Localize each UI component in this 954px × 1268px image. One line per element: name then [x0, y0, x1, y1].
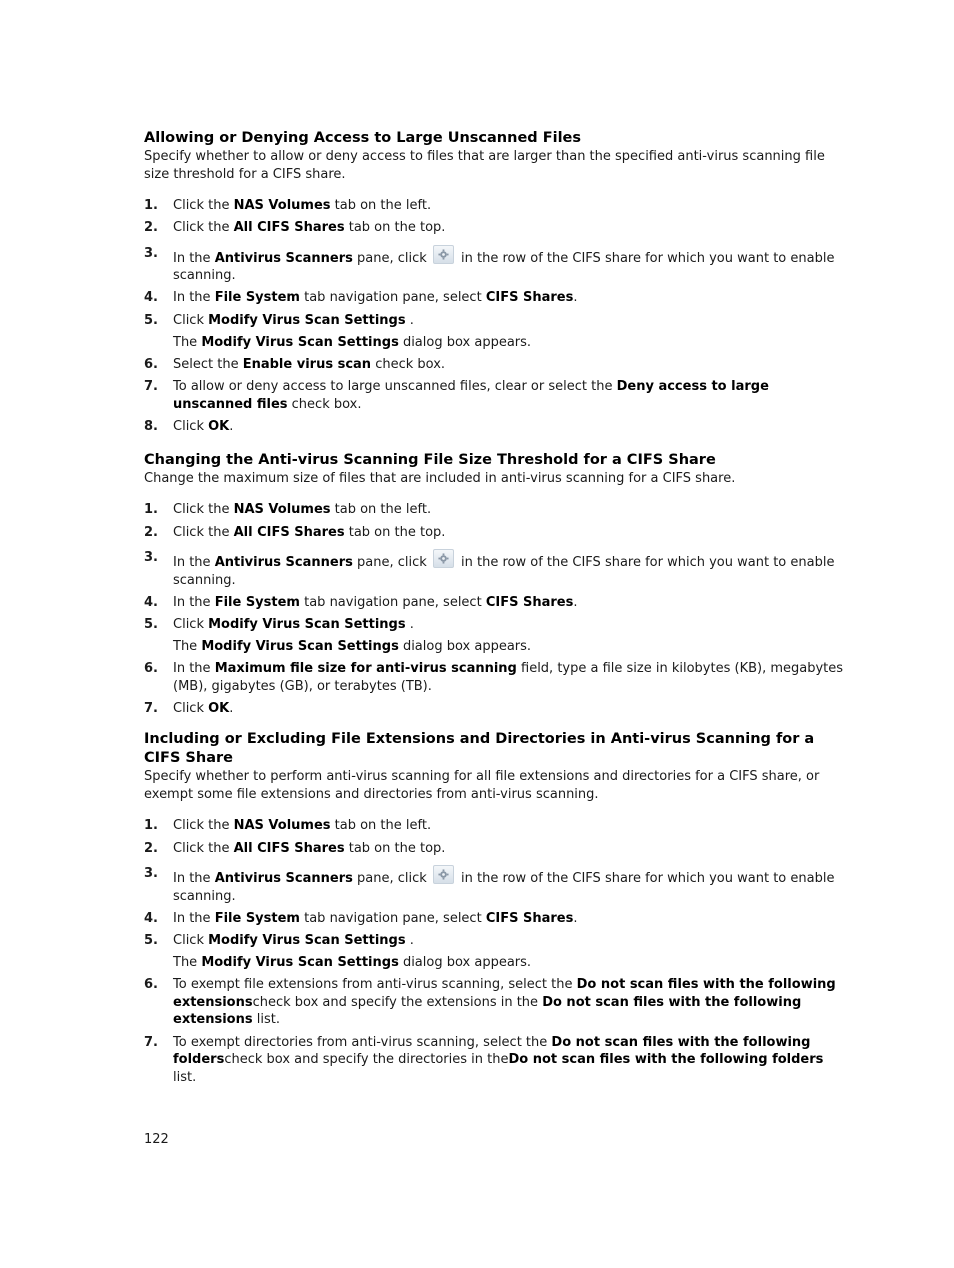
bold-term: OK	[208, 700, 230, 716]
bold-term: Antivirus Scanners	[214, 555, 353, 570]
text-run: Click the	[173, 198, 234, 213]
bold-term: File System	[214, 910, 300, 926]
text-run: In the	[173, 910, 215, 926]
text-run: list.	[252, 1012, 280, 1028]
text-run: dialog box appears.	[398, 955, 532, 971]
list-item	[144, 594, 844, 612]
text-run: dialog box appears.	[398, 334, 532, 350]
bold-term: OK	[208, 418, 230, 434]
bold-term: Modify Virus Scan Settings	[201, 639, 399, 655]
text-run: tab on the left.	[330, 502, 432, 518]
text-run: in the row of the CIFS share for which you want to enable scanning.	[173, 555, 835, 588]
text-run: Select the	[173, 356, 243, 372]
section-heading: Allowing or Denying Access to Large Unscanned Files	[144, 130, 582, 146]
text-run: Click	[173, 418, 209, 434]
text-run: Click the	[173, 220, 234, 236]
text-run: Click	[173, 933, 209, 948]
bold-term: Modify Virus Scan Settings	[201, 334, 399, 350]
text-run: Click the	[173, 502, 234, 518]
bold-term: Modify Virus Scan Settings	[208, 933, 406, 948]
list-item	[144, 865, 844, 905]
section-intro: Change the maximum size of files that are included in anti-virus scanning for a CIFS share.	[144, 471, 736, 487]
text-run: .	[405, 616, 414, 632]
bold-term: NAS Volumes	[233, 502, 331, 518]
step-number: 4.	[144, 910, 158, 926]
text-run: In the	[173, 871, 215, 887]
text-run: .	[573, 910, 578, 926]
list-item	[144, 840, 844, 858]
step-number: 2.	[144, 524, 158, 540]
text-run: tab on the left.	[330, 198, 432, 213]
bold-term: All CIFS Shares	[233, 220, 345, 236]
document-body	[144, 129, 844, 1091]
page-number: 122	[144, 1132, 169, 1147]
text-run: check box.	[287, 396, 362, 412]
bold-term: CIFS Shares	[485, 594, 574, 610]
step-number: 4.	[144, 290, 158, 306]
bold-term: Modify Virus Scan Settings	[208, 616, 406, 632]
text-run: In the	[173, 555, 215, 570]
step-number: 6.	[144, 661, 158, 677]
text-run: In the	[173, 661, 215, 677]
text-run: The	[173, 639, 202, 655]
bold-term: CIFS Shares	[485, 910, 574, 926]
step-number: 4.	[144, 594, 158, 610]
list-item	[144, 245, 844, 285]
list-item	[144, 501, 844, 519]
list-item	[144, 378, 844, 413]
text-run: Click	[173, 700, 209, 716]
list-item	[144, 219, 844, 237]
step-number: 3.	[144, 550, 158, 565]
text-run: .	[573, 290, 578, 306]
settings-gear-icon	[433, 245, 454, 264]
bold-term: Modify Virus Scan Settings	[201, 955, 399, 971]
step-number: 6.	[144, 356, 158, 372]
bold-term: Modify Virus Scan Settings	[208, 312, 406, 328]
text-run: Click the	[173, 840, 234, 856]
bold-term: All CIFS Shares	[233, 524, 345, 540]
list-item	[144, 910, 844, 928]
text-run: Click the	[173, 818, 234, 834]
step-number: 6.	[144, 977, 158, 993]
procedure-section	[144, 451, 844, 717]
step-result-note	[144, 334, 844, 352]
list-item	[144, 1034, 844, 1087]
bold-term: Do not scan files with the following extensions	[173, 994, 802, 1028]
section-intro: Specify whether to perform anti-virus scanning for all file extensions and directories for a CIFS share, or exempt some file extensions and directories from anti-virus scanning.	[144, 769, 820, 803]
text-run: list.	[173, 1069, 197, 1085]
text-run: tab navigation pane, select	[299, 594, 486, 610]
step-number: 3.	[144, 245, 158, 261]
list-item	[144, 700, 844, 718]
list-item	[144, 524, 844, 542]
step-number: 7.	[144, 379, 158, 395]
text-run: tab on the left.	[330, 818, 432, 834]
text-run: tab navigation pane, select	[299, 910, 486, 926]
text-run: .	[405, 312, 414, 328]
bold-term: Do not scan files with the following extensions	[173, 977, 836, 1010]
list-item	[144, 289, 844, 307]
bold-term: File System	[214, 290, 300, 306]
list-item	[144, 932, 844, 950]
text-run: tab on the top.	[344, 220, 446, 236]
text-run: To allow or deny access to large unscanned files, clear or select the	[173, 379, 617, 395]
step-list	[144, 501, 844, 717]
step-number: 2.	[144, 840, 158, 856]
step-number: 5.	[144, 616, 158, 632]
settings-gear-icon	[433, 549, 454, 568]
text-run: tab on the top.	[344, 524, 446, 540]
bold-term: Do not scan files with the following folders	[508, 1052, 824, 1068]
step-number: 8.	[144, 418, 158, 434]
list-item	[144, 616, 844, 634]
bold-term: Deny access to large unscanned files	[173, 379, 769, 412]
list-item	[144, 356, 844, 374]
text-run: check box.	[371, 356, 446, 372]
section-heading: Changing the Anti-virus Scanning File Size Threshold for a CIFS Share	[144, 452, 716, 469]
text-run: check box and specify the directories in the	[224, 1052, 509, 1068]
bold-term: Maximum file size for anti-virus scanning	[214, 661, 517, 677]
step-result-note	[144, 638, 844, 656]
bold-term: File System	[214, 594, 300, 610]
bold-term: NAS Volumes	[233, 818, 331, 834]
bold-term: NAS Volumes	[233, 198, 331, 213]
procedure-section	[144, 129, 844, 435]
list-item	[144, 660, 844, 695]
text-run: pane, click	[352, 871, 431, 887]
step-list	[144, 817, 844, 1086]
step-number: 7.	[144, 700, 158, 716]
text-run: tab on the top.	[344, 840, 446, 856]
step-number: 7.	[144, 1034, 158, 1050]
step-number: 1.	[144, 818, 158, 834]
list-item	[144, 418, 844, 436]
text-run: Click the	[173, 524, 234, 540]
text-run: In the	[173, 594, 215, 610]
step-number: 2.	[144, 220, 158, 236]
text-run: .	[573, 594, 578, 610]
text-run: field, type a file size in kilobytes (KB), megabytes (MB), gigabytes (GB), or terabytes (TB).	[173, 661, 844, 694]
step-result-note	[144, 954, 844, 972]
text-run: .	[229, 418, 234, 434]
step-number: 3.	[144, 866, 158, 882]
bold-term: Antivirus Scanners	[214, 871, 353, 887]
text-run: Click	[173, 616, 209, 632]
bold-term: Antivirus Scanners	[214, 250, 353, 266]
text-run: .	[405, 933, 414, 948]
text-run: tab navigation pane, select	[299, 290, 486, 306]
text-run: pane, click	[352, 555, 431, 570]
list-item	[144, 197, 844, 215]
step-number: 1.	[144, 198, 158, 213]
step-number: 1.	[144, 502, 158, 518]
step-number: 5.	[144, 933, 158, 948]
list-item	[144, 549, 844, 589]
bold-term: Enable virus scan	[242, 356, 372, 372]
text-run: In the	[173, 250, 215, 266]
section-heading: Including or Excluding File Extensions and Directories in Anti-virus Scanning for a CIFS Share	[144, 731, 815, 767]
step-number: 5.	[144, 312, 158, 328]
text-run: .	[229, 700, 234, 716]
text-run: pane, click	[352, 250, 431, 266]
text-run: To exempt file extensions from anti-virus scanning, select the	[173, 977, 577, 993]
list-item	[144, 817, 844, 835]
text-run: in the row of the CIFS share for which you want to enable scanning.	[173, 250, 835, 284]
bold-term: CIFS Shares	[485, 290, 574, 306]
list-item	[144, 312, 844, 330]
text-run: The	[173, 334, 202, 350]
step-list	[144, 197, 844, 435]
text-run: Click	[173, 312, 209, 328]
list-item	[144, 976, 844, 1029]
text-run: To exempt directories from anti-virus scanning, select the	[173, 1034, 552, 1050]
procedure-section	[144, 730, 844, 1086]
text-run: in the row of the CIFS share for which you want to enable scanning.	[173, 871, 835, 904]
text-run: In the	[173, 290, 215, 306]
bold-term: All CIFS Shares	[233, 840, 345, 856]
bold-term: Do not scan files with the following folders	[173, 1034, 811, 1068]
text-run: check box and specify the extensions in the	[252, 994, 543, 1010]
settings-gear-icon	[433, 865, 454, 884]
section-intro: Specify whether to allow or deny access to files that are larger than the specified anti-virus scanning file size threshold for a CIFS share.	[144, 149, 825, 182]
text-run: dialog box appears.	[398, 639, 532, 655]
text-run: The	[173, 955, 202, 971]
